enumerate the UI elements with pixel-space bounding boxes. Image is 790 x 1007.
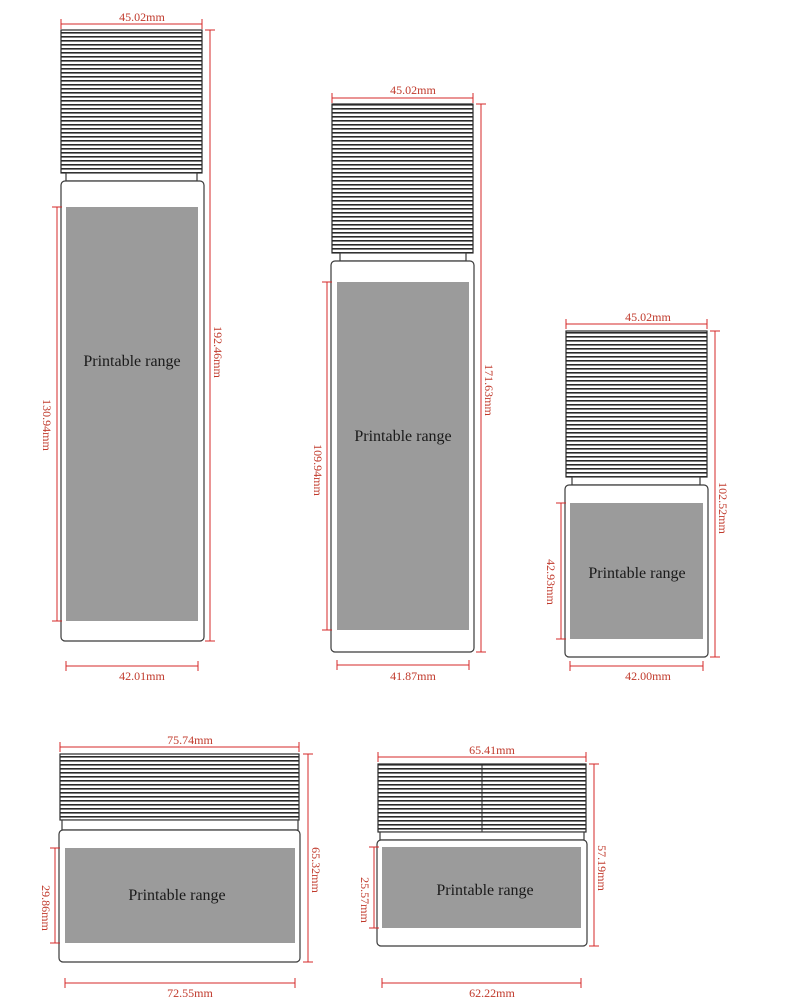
- bottom-width-dimension: 42.01mm: [119, 669, 165, 683]
- top-width-dimension: 45.02mm: [390, 83, 436, 97]
- bottom-width-dimension: 42.00mm: [625, 669, 671, 683]
- container-bottle-short: [544, 310, 730, 683]
- bottom-width-dimension: 72.55mm: [167, 986, 213, 1000]
- neck: [62, 820, 298, 830]
- top-width-dimension: 45.02mm: [625, 310, 671, 324]
- printable-range-label: Printable range: [128, 887, 226, 904]
- printable-height-dimension: 130.94mm: [40, 399, 54, 451]
- neck: [572, 477, 700, 485]
- top-width-dimension: 45.02mm: [119, 10, 165, 24]
- top-width-dimension: 65.41mm: [469, 743, 515, 757]
- printable-range-label: Printable range: [588, 565, 686, 582]
- printable-range-label: Printable range: [354, 428, 452, 445]
- printable-range-label: Printable range: [83, 353, 181, 370]
- printable-height-dimension: 25.57mm: [358, 877, 372, 923]
- neck: [66, 173, 197, 181]
- cap: [566, 331, 707, 477]
- total-height-dimension: 102.52mm: [716, 482, 730, 534]
- cap: [61, 30, 202, 173]
- cap: [60, 754, 299, 820]
- container-bottle-tall: [40, 10, 225, 683]
- container-jar-small: [358, 743, 609, 1000]
- bottom-width-dimension: 62.22mm: [469, 986, 515, 1000]
- printable-height-dimension: 42.93mm: [544, 559, 558, 605]
- container-bottle-medium: [311, 83, 496, 683]
- top-width-dimension: 75.74mm: [167, 733, 213, 747]
- total-height-dimension: 65.32mm: [309, 847, 323, 893]
- total-height-dimension: 192.46mm: [211, 326, 225, 378]
- container-jar-large: [39, 733, 323, 1000]
- total-height-dimension: 171.63mm: [482, 364, 496, 416]
- neck: [340, 253, 466, 261]
- printable-height-dimension: 29.86mm: [39, 885, 53, 931]
- total-height-dimension: 57.19mm: [595, 845, 609, 891]
- printable-area: [66, 207, 198, 621]
- printable-range-label: Printable range: [436, 882, 534, 899]
- printable-area: [337, 282, 469, 630]
- bottom-width-dimension: 41.87mm: [390, 669, 436, 683]
- printable-height-dimension: 109.94mm: [311, 444, 325, 496]
- neck: [380, 832, 584, 840]
- cap: [332, 104, 473, 253]
